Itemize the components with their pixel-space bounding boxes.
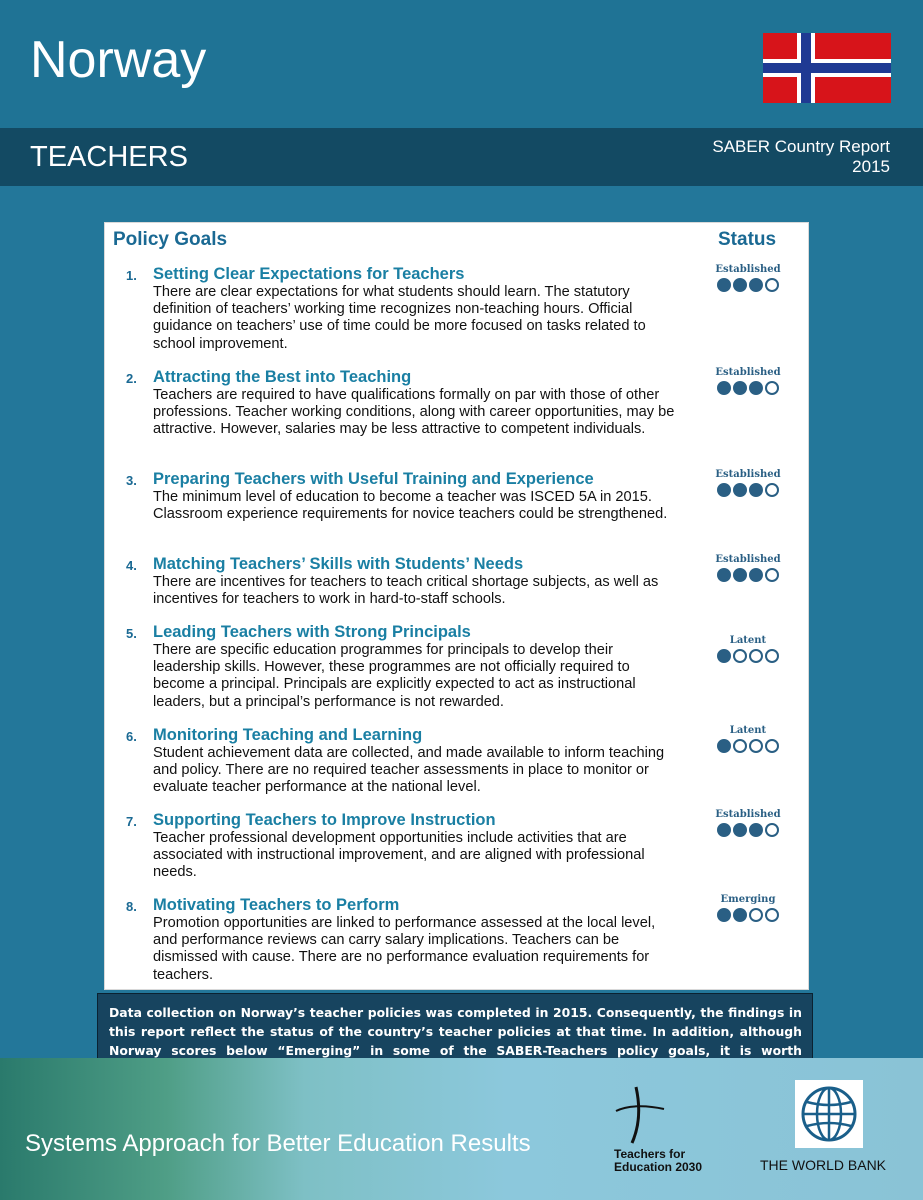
status-dot-filled — [717, 739, 731, 753]
status-dot-filled — [717, 278, 731, 292]
status-dot-filled — [717, 823, 731, 837]
goal-title: Setting Clear Expectations for Teachers — [153, 265, 465, 283]
goal-number: 7. — [126, 814, 137, 829]
goal-number: 6. — [126, 729, 137, 744]
status-dot-filled — [733, 823, 747, 837]
status-indicator — [698, 367, 798, 395]
status-dot-empty — [765, 278, 779, 292]
status-dot-filled — [749, 381, 763, 395]
policy-goal-item — [126, 470, 686, 523]
world-bank-label: THE WORLD BANK — [760, 1157, 887, 1173]
goal-number: 8. — [126, 899, 137, 914]
goal-number: 1. — [126, 268, 137, 283]
status-label: Established — [715, 367, 781, 378]
policy-goal-item — [126, 555, 686, 608]
goal-description: The minimum level of education to become a teacher was ISCED 5A in 2015. Classroom experience requirements for novice teachers could be strengthened. — [153, 489, 668, 523]
disclaimer-note: Data collection on Norway’s teacher policies was completed in 2015. Consequently, the findings in this report reflect the status of the country’s teacher policies at that time. In addition, although Norway scores below “Emerging” in some of the SABER-Teachers policy goals, it is worth — [97, 993, 813, 1081]
goal-description: Teacher professional development opportunities include activities that are associated with instructional improvement, and are aligned with professional needs. — [153, 830, 645, 881]
goal-description: There are clear expectations for what students should learn. The statutory definition of teachers’ working time recognizes non-teaching hours. Official guidance on teachers’ use of time could be more focused on tasks related to school improvement. — [153, 284, 646, 352]
status-dot-filled — [733, 568, 747, 582]
status-dot-empty — [749, 739, 763, 753]
status-label: Established — [715, 469, 781, 480]
policy-goal-item — [126, 726, 686, 797]
goal-description: There are specific education programmes for principals to develop their leadership skills. However, these programmes are not officially required to become a principal. Principals are explicitly expected to act as instructional leaders, but a principal’s performance is not rewarded. — [153, 642, 636, 710]
status-dot-empty — [765, 739, 779, 753]
policy-goal-item — [126, 623, 686, 711]
goal-title: Monitoring Teaching and Learning — [153, 726, 423, 744]
goal-title: Preparing Teachers with Useful Training and Experience — [153, 470, 594, 488]
status-label: Emerging — [720, 894, 776, 905]
goal-description: Teachers are required to have qualifications formally on par with those of other professions. Teacher working conditions, along with career opportunities, may be attractive. However, salaries may be less attractive to competent individuals. — [153, 387, 675, 438]
status-indicator — [698, 725, 798, 753]
status-dot-empty — [765, 483, 779, 497]
status-dot-filled — [749, 823, 763, 837]
goal-description: Promotion opportunities are linked to performance assessed at the local level, and performance reviews can carry salary implications. Teachers can be dismissed with cause. There are no performance evaluation requirements for teachers. — [153, 915, 656, 983]
status-label: Established — [715, 809, 781, 820]
status-indicator — [698, 809, 798, 837]
goal-number: 4. — [126, 558, 137, 573]
goal-number: 3. — [126, 473, 137, 488]
status-dot-filled — [733, 483, 747, 497]
status-dot-empty — [733, 649, 747, 663]
status-dots — [698, 483, 798, 497]
status-dot-empty — [765, 381, 779, 395]
section-title: TEACHERS — [30, 141, 188, 173]
status-label: Latent — [729, 635, 767, 646]
status-dots — [698, 278, 798, 292]
report-year: 2015 — [852, 157, 890, 176]
status-dot-empty — [749, 649, 763, 663]
status-dots — [698, 823, 798, 837]
report-name: SABER Country Report — [712, 137, 890, 156]
status-dot-filled — [717, 483, 731, 497]
status-dot-filled — [733, 381, 747, 395]
status-dot-filled — [733, 278, 747, 292]
status-dot-filled — [717, 908, 731, 922]
policy-goal-item — [126, 811, 686, 882]
status-indicator — [698, 635, 798, 663]
status-indicator — [698, 554, 798, 582]
status-heading: Status — [718, 229, 777, 250]
status-dot-empty — [765, 568, 779, 582]
footer-banner — [0, 1058, 923, 1200]
status-dots — [698, 739, 798, 753]
policy-goals-heading: Policy Goals — [113, 229, 228, 250]
goal-number: 2. — [126, 371, 137, 386]
goal-description: Student achievement data are collected, and made available to inform teaching and policy. There are no required teacher assessments in place to monitor or evaluate teacher performance at the national level. — [153, 745, 665, 796]
goal-title: Supporting Teachers to Improve Instruction — [153, 811, 496, 829]
status-dot-filled — [749, 278, 763, 292]
status-dot-empty — [765, 908, 779, 922]
status-dot-filled — [749, 483, 763, 497]
status-indicator — [698, 264, 798, 292]
goal-description: There are incentives for teachers to teach critical shortage subjects, as well as incentives for teachers to work in hard-to-staff schools. — [153, 574, 659, 608]
world-bank-globe-icon — [795, 1080, 863, 1148]
status-dots — [698, 908, 798, 922]
status-dot-empty — [733, 739, 747, 753]
policy-goal-item — [126, 896, 686, 984]
tfe-logo-icon — [610, 1085, 670, 1145]
status-dot-empty — [765, 823, 779, 837]
status-dot-empty — [765, 649, 779, 663]
goal-title: Matching Teachers’ Skills with Students’ Needs — [153, 555, 524, 573]
goal-title: Motivating Teachers to Perform — [153, 896, 400, 914]
status-indicator — [698, 894, 798, 922]
country-title: Norway — [30, 31, 207, 89]
status-label: Latent — [729, 725, 767, 736]
status-indicator — [698, 469, 798, 497]
status-dots — [698, 568, 798, 582]
policy-goal-item — [126, 265, 686, 353]
status-dot-filled — [749, 568, 763, 582]
tfe-line2: Education 2030 — [614, 1160, 703, 1174]
tfe-label — [614, 1148, 702, 1174]
report-label — [712, 137, 890, 177]
goal-number: 5. — [126, 626, 137, 641]
status-dot-filled — [717, 649, 731, 663]
status-label: Established — [715, 554, 781, 565]
status-dot-filled — [717, 568, 731, 582]
tfe-line1: Teachers for — [614, 1147, 686, 1161]
policy-goal-item — [126, 368, 686, 439]
norway-flag — [763, 33, 891, 103]
status-dot-empty — [749, 908, 763, 922]
status-dot-filled — [717, 381, 731, 395]
goal-title: Attracting the Best into Teaching — [153, 368, 412, 386]
footer-tagline: Systems Approach for Better Education Results — [25, 1130, 531, 1157]
status-dots — [698, 381, 798, 395]
status-dots — [698, 649, 798, 663]
status-label: Established — [715, 264, 781, 275]
status-dot-filled — [733, 908, 747, 922]
goal-title: Leading Teachers with Strong Principals — [153, 623, 471, 641]
